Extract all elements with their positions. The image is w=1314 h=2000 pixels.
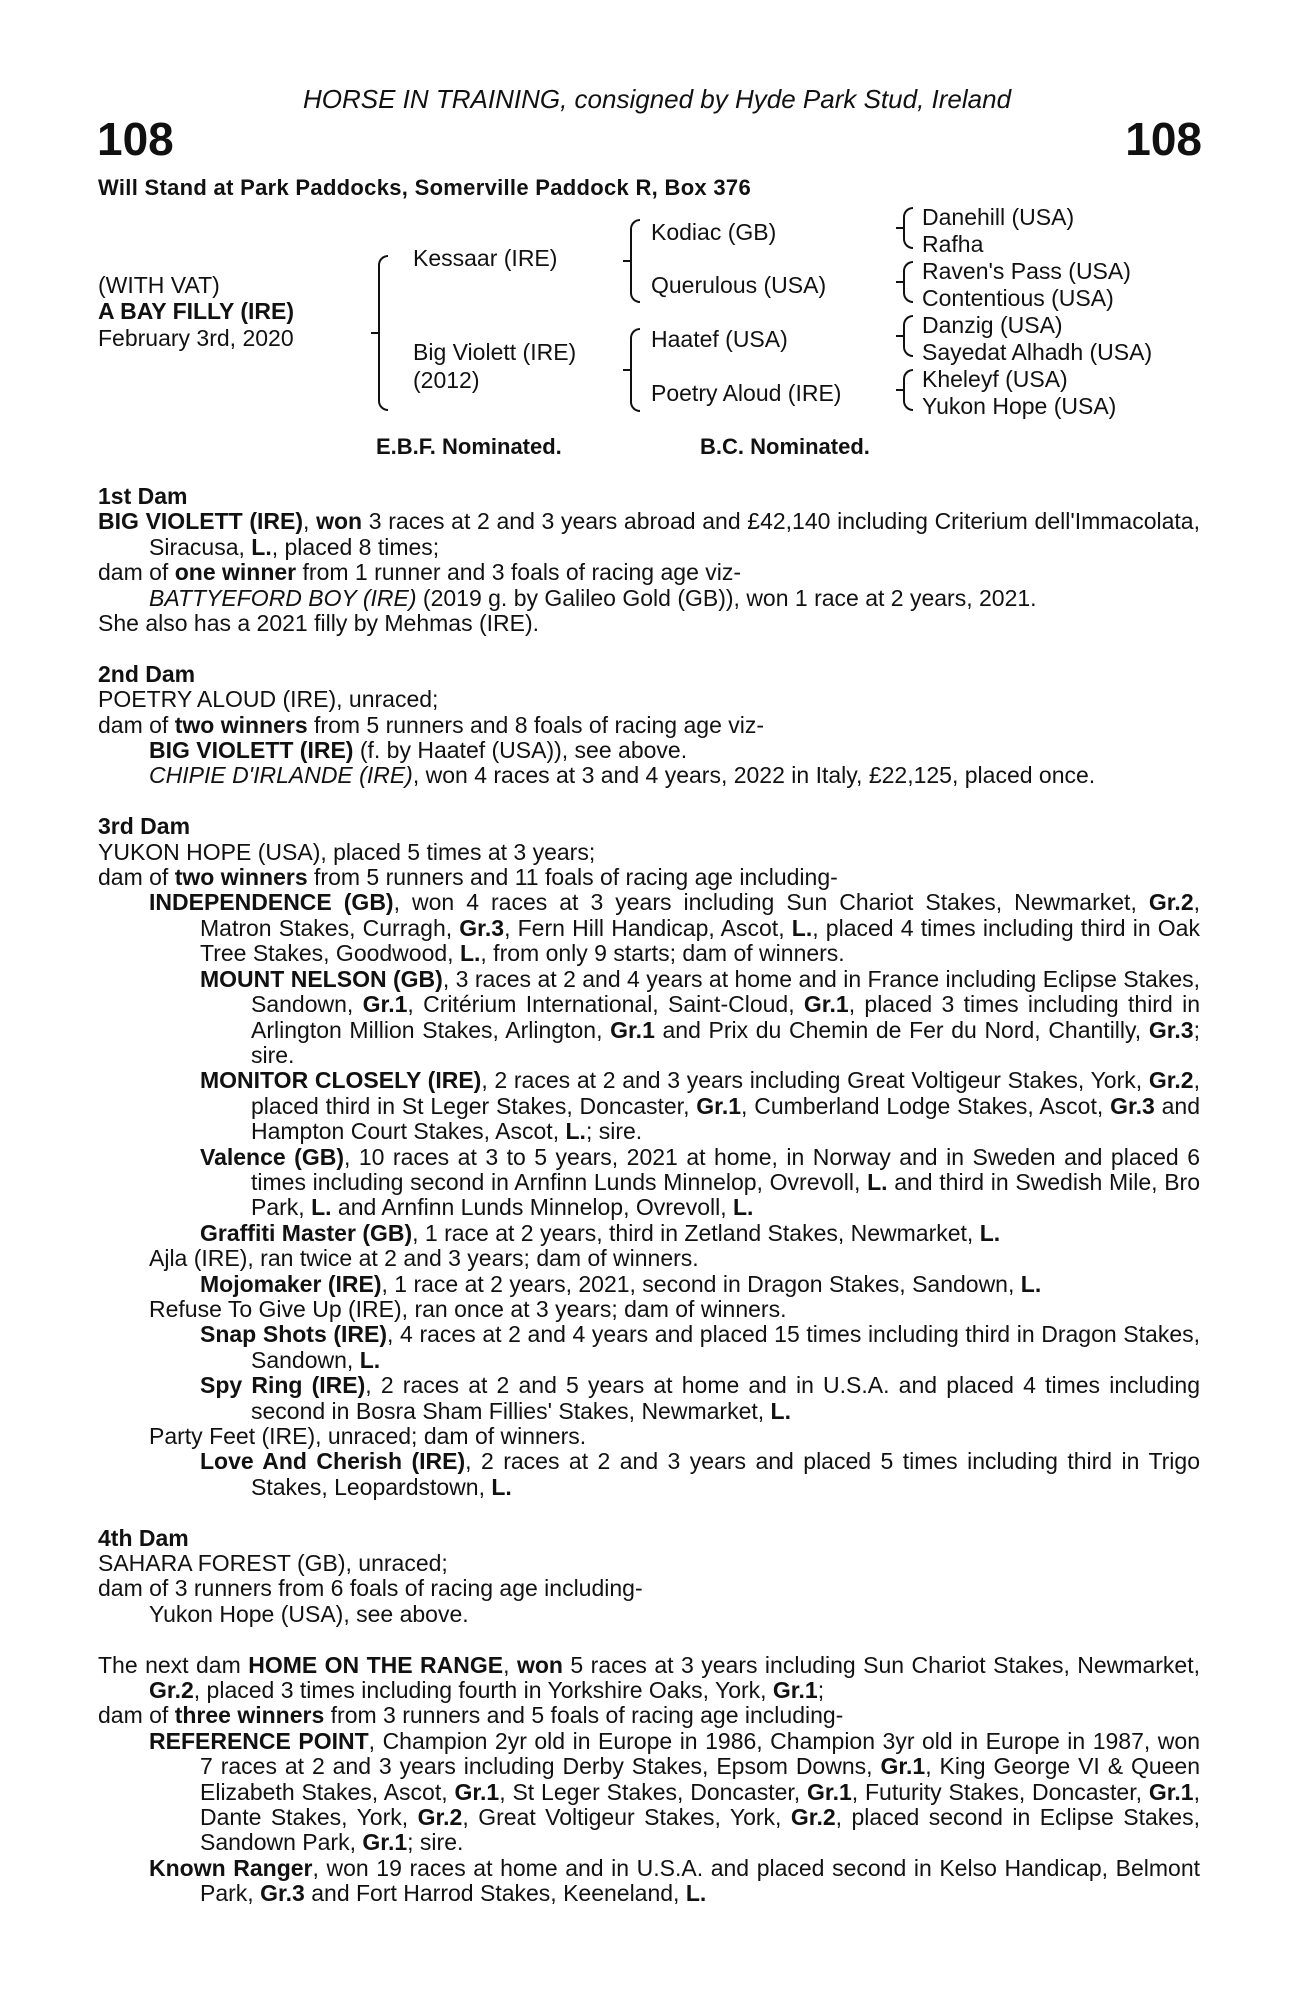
pedigree-notes bbox=[98, 484, 1200, 1907]
bold-text: Gr.2 bbox=[1148, 1067, 1194, 1094]
brace bbox=[630, 219, 640, 303]
text: , 4 races at 2 and 4 years and placed 15 times including third in Dragon Stakes, Sandown, bbox=[251, 1321, 1200, 1373]
bold-text: Gr.2 bbox=[1148, 889, 1194, 916]
bold-text: Gr.1 bbox=[696, 1092, 742, 1119]
ancestor: Yukon Hope (USA) bbox=[922, 393, 1117, 419]
text: and third in Swedish Mile, Bro Park, bbox=[251, 1168, 1200, 1221]
text: , 3 races at 2 and 4 years at home and in France including Eclipse Stakes, Sandown, bbox=[251, 965, 1200, 1018]
text: , Great Voltigeur Stakes, York, bbox=[462, 1804, 791, 1831]
text: , placed third in St Leger Stakes, Doncaster, bbox=[251, 1067, 1200, 1119]
pedigree-entry bbox=[98, 713, 1200, 738]
ancestor: Danehill (USA) bbox=[922, 204, 1075, 230]
text: , placed 4 times including third in Oak Tree Stakes, Goodwood, bbox=[200, 914, 1200, 967]
pedigree-entry bbox=[98, 840, 1200, 865]
bold-text: L. bbox=[491, 1473, 512, 1500]
sire: Kessaar (IRE) bbox=[413, 245, 558, 271]
text: 3 races at 2 and 3 years abroad and £42,140 including Criterium dell'Immacolata, Siracusa, bbox=[149, 508, 1200, 560]
bold-text: won bbox=[516, 1651, 563, 1678]
bold-text: BIG VIOLETT (IRE) bbox=[149, 737, 354, 764]
bold-text: Spy Ring (IRE) bbox=[200, 1372, 366, 1399]
text: POETRY ALOUD (IRE), unraced; bbox=[98, 686, 439, 713]
text: from 1 runner and 3 foals of racing age viz- bbox=[296, 559, 742, 586]
bold-text: Gr.3 bbox=[260, 1880, 305, 1907]
text: dam of bbox=[98, 711, 175, 738]
text: dam of bbox=[98, 1702, 175, 1729]
bold-text: won bbox=[316, 508, 363, 535]
bold-text: 3rd Dam bbox=[98, 813, 191, 840]
dam: Big Violett (IRE) bbox=[413, 339, 577, 365]
text: 5 races at 3 years including Sun Chariot Stakes, Newmarket, bbox=[562, 1651, 1200, 1678]
ancestor: Kheleyf (USA) bbox=[922, 366, 1068, 392]
text: , won 19 races at home and in U.S.A. and placed second in Kelso Handicap, Belmont Park, bbox=[200, 1854, 1200, 1907]
bold-text: L. bbox=[459, 940, 481, 967]
text: from 5 runners and 11 foals of racing age including- bbox=[307, 864, 838, 891]
pedigree-entry bbox=[98, 967, 1200, 1069]
text: and Arnfinn Lunds Minnelop, Ovrevoll, bbox=[331, 1194, 733, 1221]
bold-text: L. bbox=[867, 1168, 888, 1195]
text: , 10 races at 3 to 5 years, 2021 at home, in Norway and in Sweden and placed 6 times including second in Arnfinn Lunds Minnelop, Ovrevoll, bbox=[251, 1143, 1200, 1195]
text: from 5 runners and 8 foals of racing age viz- bbox=[307, 711, 765, 738]
pedigree-entry bbox=[98, 1424, 1200, 1449]
text: , St Leger Stakes, Doncaster, bbox=[499, 1778, 807, 1805]
ancestor: Danzig (USA) bbox=[922, 312, 1063, 338]
grandsire-dam: Haatef (USA) bbox=[651, 326, 788, 352]
bold-text: 2nd Dam bbox=[98, 660, 196, 687]
bold-text: Gr.1 bbox=[362, 1829, 408, 1856]
section-heading bbox=[98, 814, 1200, 839]
bold-text: L. bbox=[733, 1194, 754, 1221]
section-heading bbox=[98, 484, 1200, 509]
bold-text: 4th Dam bbox=[98, 1524, 189, 1551]
pedigree-entry bbox=[98, 1272, 1200, 1297]
pedigree-entry bbox=[98, 865, 1200, 890]
brace bbox=[903, 207, 913, 249]
text: , 1 race at 2 years, third in Zetland Stakes, Newmarket, bbox=[412, 1219, 980, 1246]
bold-text: Valence (GB) bbox=[200, 1143, 344, 1170]
bold-text: L. bbox=[685, 1880, 707, 1907]
pedigree-entry bbox=[98, 763, 1200, 788]
text: , Cumberland Lodge Stakes, Ascot, bbox=[741, 1092, 1111, 1119]
section-heading bbox=[98, 1526, 1200, 1551]
spacer bbox=[98, 636, 1200, 661]
brace bbox=[903, 261, 913, 303]
ancestor: Contentious (USA) bbox=[922, 285, 1114, 311]
text: ; bbox=[817, 1677, 825, 1704]
brace bbox=[630, 328, 640, 412]
bold-text: Gr.1 bbox=[454, 1778, 500, 1805]
bold-text: L. bbox=[1020, 1270, 1042, 1297]
pedigree-entry bbox=[98, 1246, 1200, 1271]
text: (2019 g. by Galileo Gold (GB)), won 1 race at 2 years, 2021. bbox=[416, 584, 1037, 611]
text: , Critérium International, Saint-Cloud, bbox=[407, 991, 804, 1018]
bold-text: INDEPENDENCE (GB) bbox=[149, 889, 394, 916]
pedigree-entry bbox=[98, 738, 1200, 763]
pedigree-entry bbox=[98, 1297, 1200, 1322]
catalogue-heading: HORSE IN TRAINING, consigned by Hyde Park Stud, Ireland bbox=[302, 84, 1012, 114]
text: (f. by Haatef (USA)), see above. bbox=[353, 737, 688, 764]
bold-text: HOME ON THE RANGE bbox=[248, 1651, 504, 1678]
text: ; sire. bbox=[251, 1016, 1200, 1068]
text: dam of bbox=[98, 559, 175, 586]
text: and Prix du Chemin de Fer du Nord, Chantilly, bbox=[654, 1016, 1149, 1043]
text: The next dam bbox=[98, 1651, 249, 1678]
bold-text: Gr.1 bbox=[880, 1753, 926, 1780]
bold-text: Mojomaker (IRE) bbox=[200, 1270, 382, 1297]
pedigree-entry bbox=[98, 1373, 1200, 1424]
spacer bbox=[98, 1500, 1200, 1525]
bold-text: Snap Shots (IRE) bbox=[200, 1321, 388, 1348]
spacer bbox=[98, 789, 1200, 814]
bold-text: BIG VIOLETT (IRE) bbox=[98, 508, 304, 535]
text: , bbox=[503, 1651, 517, 1678]
bold-text: Gr.3 bbox=[1148, 1016, 1194, 1043]
bold-text: Gr.1 bbox=[610, 1016, 655, 1043]
bold-text: Gr.3 bbox=[459, 914, 505, 941]
bold-text: REFERENCE POINT bbox=[149, 1727, 369, 1754]
bold-text: Gr.1 bbox=[362, 991, 408, 1018]
text: , 1 race at 2 years, 2021, second in Dragon Stakes, Sandown, bbox=[381, 1270, 1021, 1297]
granddam-sire: Querulous (USA) bbox=[651, 272, 827, 298]
bold-text: three winners bbox=[174, 1702, 325, 1729]
bold-text: Gr.1 bbox=[807, 1778, 852, 1805]
stand-location: Will Stand at Park Paddocks, Somerville Paddock R, Box 376 bbox=[98, 175, 751, 200]
text: , Matron Stakes, Curragh, bbox=[200, 889, 1201, 941]
granddam-dam: Poetry Aloud (IRE) bbox=[651, 380, 842, 406]
text: , placed 3 times including fourth in Yorkshire Oaks, York, bbox=[193, 1677, 773, 1704]
foaling-date: February 3rd, 2020 bbox=[98, 325, 294, 351]
pedigree-entry bbox=[98, 1449, 1200, 1500]
pedigree-entry bbox=[98, 1653, 1200, 1704]
text: Refuse To Give Up (IRE), ran once at 3 years; dam of winners. bbox=[149, 1295, 787, 1322]
horse-name: A BAY FILLY (IRE) bbox=[98, 298, 294, 324]
pedigree-entry bbox=[98, 1856, 1200, 1907]
pedigree-entry bbox=[98, 1551, 1200, 1576]
lot-number-right: 108 bbox=[1125, 113, 1202, 165]
text: dam of bbox=[98, 864, 175, 891]
bold-text: L. bbox=[565, 1118, 586, 1145]
section-heading bbox=[98, 662, 1200, 687]
pedigree-entry bbox=[98, 1322, 1200, 1373]
text: SAHARA FOREST (GB), unraced; bbox=[98, 1550, 448, 1577]
pedigree-entry bbox=[98, 1221, 1200, 1246]
pedigree-entry bbox=[98, 687, 1200, 712]
bold-text: Graffiti Master (GB) bbox=[200, 1219, 413, 1246]
bold-text: L. bbox=[311, 1194, 332, 1221]
grandsire-sire: Kodiac (GB) bbox=[651, 219, 777, 245]
pedigree-entry bbox=[98, 611, 1200, 636]
text: , placed 3 times including third in Arlington Million Stakes, Arlington, bbox=[251, 991, 1200, 1043]
brace bbox=[903, 315, 913, 357]
pedigree-entry bbox=[98, 1576, 1200, 1601]
bold-text: Gr.1 bbox=[803, 991, 849, 1018]
bold-text: one winner bbox=[174, 559, 297, 586]
pedigree-entry bbox=[98, 1703, 1200, 1728]
bold-text: two winners bbox=[174, 711, 308, 738]
pedigree-entry bbox=[98, 509, 1200, 560]
text: Yukon Hope (USA), see above. bbox=[149, 1600, 469, 1627]
pedigree-entry bbox=[98, 1729, 1200, 1856]
text: , Fern Hill Handicap, Ascot, bbox=[504, 914, 792, 941]
text: , from only 9 starts; dam of winners. bbox=[480, 940, 845, 967]
bold-text: Gr.3 bbox=[1110, 1092, 1155, 1119]
bold-text: L. bbox=[359, 1346, 381, 1373]
italic-text: CHIPIE D'IRLANDE (IRE) bbox=[149, 762, 413, 789]
bold-text: MONITOR CLOSELY (IRE) bbox=[200, 1067, 482, 1094]
bold-text: L. bbox=[251, 533, 272, 560]
text: Ajla (IRE), ran twice at 2 and 3 years; dam of winners. bbox=[149, 1245, 699, 1272]
bold-text: 1st Dam bbox=[98, 483, 188, 509]
text: , 2 races at 2 and 3 years and placed 5 times including third in Trigo Stakes, Leopardstown, bbox=[251, 1448, 1200, 1500]
italic-text: BATTYEFORD BOY (IRE) bbox=[149, 584, 417, 611]
bold-text: two winners bbox=[174, 864, 308, 891]
text: , bbox=[303, 508, 317, 535]
bc-nomination: B.C. Nominated. bbox=[700, 434, 870, 459]
bold-text: MOUNT NELSON (GB) bbox=[200, 965, 443, 992]
pedigree-entry bbox=[98, 560, 1200, 585]
text: , placed 8 times; bbox=[271, 533, 440, 560]
pedigree-entry bbox=[98, 586, 1200, 611]
text: She also has a 2021 filly by Mehmas (IRE). bbox=[98, 610, 540, 637]
bold-text: L. bbox=[791, 914, 813, 941]
text: , Champion 2yr old in Europe in 1986, Champion 3yr old in Europe in 1987, won 7 races at 2 and 3 years including Derby Stakes, Epsom Downs, bbox=[200, 1727, 1200, 1780]
pedigree-entry bbox=[98, 890, 1200, 966]
ancestor: Raven's Pass (USA) bbox=[922, 258, 1131, 284]
bold-text: Love And Cherish (IRE) bbox=[200, 1448, 466, 1475]
ebf-nomination: E.B.F. Nominated. bbox=[376, 434, 562, 459]
bold-text: Known Ranger bbox=[149, 1854, 313, 1881]
text: , 2 races at 2 and 3 years including Great Voltigeur Stakes, York, bbox=[481, 1067, 1149, 1094]
text: ; sire. bbox=[407, 1829, 464, 1856]
vat-note: (WITH VAT) bbox=[98, 272, 220, 298]
bold-text: Gr.2 bbox=[149, 1677, 194, 1704]
text: , 2 races at 2 and 5 years at home and in U.S.A. and placed 4 times including second in Bosra Sham Fillies' Stakes, Newmarket, bbox=[251, 1372, 1200, 1424]
lot-number-left: 108 bbox=[97, 113, 174, 165]
text: , Futurity Stakes, Doncaster, bbox=[851, 1778, 1149, 1805]
text: , won 4 races at 3 and 4 years, 2022 in Italy, £22,125, placed once. bbox=[412, 762, 1096, 789]
dam-year: (2012) bbox=[413, 367, 480, 393]
brace bbox=[903, 369, 913, 411]
bold-text: Gr.1 bbox=[1148, 1778, 1194, 1805]
pedigree-entry bbox=[98, 1602, 1200, 1627]
bold-text: Gr.1 bbox=[772, 1677, 818, 1704]
text: and Fort Harrod Stakes, Keeneland, bbox=[304, 1880, 686, 1907]
bold-text: Gr.2 bbox=[790, 1804, 836, 1831]
text: , Dante Stakes, York, bbox=[200, 1778, 1200, 1831]
text: , won 4 races at 3 years including Sun Chariot Stakes, Newmarket, bbox=[393, 889, 1149, 916]
text: YUKON HOPE (USA), placed 5 times at 3 years; bbox=[98, 838, 596, 865]
text: , placed second in Eclipse Stakes, Sandown Park, bbox=[200, 1804, 1200, 1856]
bold-text: Gr.2 bbox=[417, 1804, 463, 1831]
text: Party Feet (IRE), unraced; dam of winners. bbox=[149, 1423, 587, 1449]
pedigree-entry bbox=[98, 1145, 1200, 1221]
text: dam of 3 runners from 6 foals of racing age including- bbox=[98, 1575, 643, 1602]
spacer bbox=[98, 1627, 1200, 1652]
text: from 3 runners and 5 foals of racing age including- bbox=[324, 1702, 844, 1729]
text: , King George VI & Queen Elizabeth Stakes, Ascot, bbox=[200, 1753, 1201, 1805]
brace bbox=[378, 255, 388, 411]
bold-text: L. bbox=[770, 1397, 791, 1424]
text: and Hampton Court Stakes, Ascot, bbox=[251, 1092, 1201, 1145]
pedigree-entry bbox=[98, 1068, 1200, 1144]
text: ; sire. bbox=[585, 1118, 643, 1145]
ancestor: Rafha bbox=[922, 231, 984, 257]
ancestor: Sayedat Alhadh (USA) bbox=[922, 339, 1153, 365]
bold-text: L. bbox=[979, 1219, 1001, 1246]
